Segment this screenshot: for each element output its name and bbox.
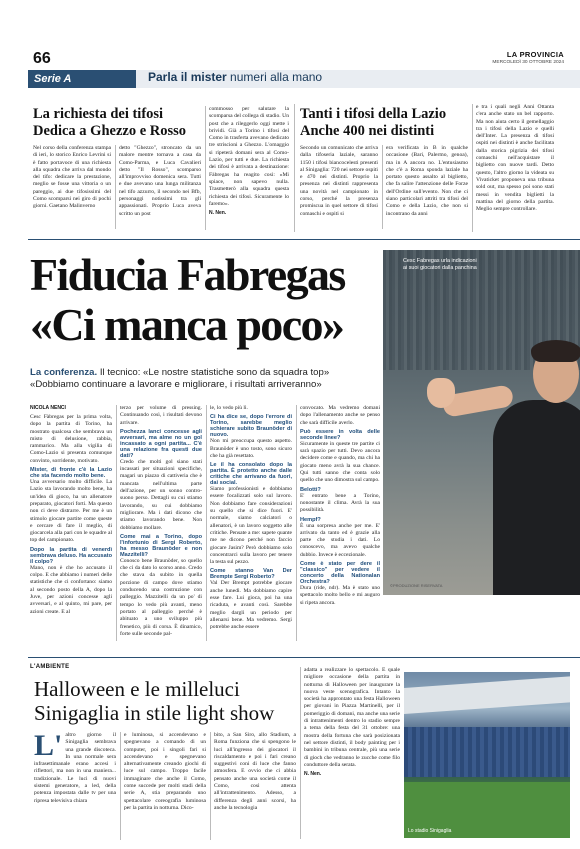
fabregas-photo — [383, 250, 580, 595]
title-line: Tanti i tifosi della Lazio — [300, 106, 447, 122]
halloween-col1 — [34, 729, 116, 805]
column-divider — [210, 732, 211, 840]
brand-name: LA PROVINCIA — [506, 50, 564, 59]
article-text: adatta a realizzare lo spettacolo. E quale migliore occasione della partita in notturna di Halloween per inaugurare la nuova veste scenografica. Intanto la società ha approntato una festa Halloween per giovani in Piazza Martinelli, per il pomeriggio di domani, ma anche una serie di intrattenimenti dentro lo stadio sempre a tema della festa del 31 ottobre: una mostra della fortuna che sarà posizionata nel settore distinti, il body painting per i bambini in tribuna centrale, più una serie di gioch che vedranno le zucche come filo conduttore della serata. — [304, 667, 400, 768]
interview-col3 — [210, 405, 292, 632]
photo-person-body — [493, 400, 580, 595]
interview-answer: Sicuramente in queste tre partite ci sarà spazio per tutti. Devo ancora decidere come e quando, ma chi ha giocato meno avrà la sua chance. Qui tutti sanno che conta solo quello che uno dimostra sul campo. — [300, 440, 380, 484]
interview-answer: Dura (ride, ndr). Ma è stato uno spettacolo molto bello e mi auguro si ripeta ancora. — [300, 585, 380, 606]
deck-line: Il tecnico: «Le nostre statistiche sono da squadra top» — [97, 367, 330, 378]
stadium-stands — [404, 727, 570, 777]
issue-date: MERCOLEDÌ 30 OTTOBRE 2024 — [492, 60, 564, 65]
title-line: Dedica a Ghezzo e Rosso — [33, 123, 187, 139]
interview-answer: Una avversario molto difficile. La Lazio sta lavorando molto bene, ha un'idea di gioco, ha un allenatore preparato, giocatori forti. Ma questo non ci deve distrarre. Per me è un stimolo giocare partite come queste e cercare di fare il meglio, di giocarcela alla pari con le squadre al top del campionato. — [30, 479, 112, 544]
column-divider — [296, 405, 297, 641]
section-rule — [28, 657, 580, 658]
column-divider — [205, 106, 206, 230]
interview-question: Hempf? — [300, 516, 321, 523]
interview-question: Come mai a Torino, dopo l'infortunio di Sergi Roberto, ha messo Braunöder e non Mazzitelli? — [120, 533, 202, 558]
article-text: commosso per salutare la scomparsa del collega di stadio. Un post che a rileggerlo oggi mette i brividi. Già a Torino i tifosi del Como in trasferta avevano dedicato tre striscioni a Ghezzo. L'omaggio si ripeterà domani sera al Como-Lazio, per tutti e due. La richiesta dei tifosi è arrivata a destinazione: Fàbregas ha reagito così: «Mi spiace, non sapevo nulla. Trasmetterò alla squadra questa richiesta dei tifosi. Sicuramente lo faremo». — [209, 106, 289, 207]
article-lazio-fans-col2: era verificata in B in qualche occasione (Bari, Palermo, genoa), ma in A ancora no. L'entusiasmo che c'è a Roma sponda laziale ha portato questo assalto al biglietto, che fa salire l'attenzione delle Forze dell'Ordine sull'evento. Non che ci siano particolari attriti tra tifosi del Como e della Lazio, che non si incontrano da anni — [386, 145, 468, 217]
byline: NICOLA NENCI — [30, 405, 66, 411]
interview-answer: Cesc Fàbregas per la prima volta, dopo la partita di Torino, ha mostrato qualcosa che sembrava un misto di delusione, rabbia, rammarico. Ma alla vigilia di Como-Lazio si presenta comunque convinto, sorridente, motivato. — [30, 414, 112, 464]
byline: N. Nen. — [209, 210, 227, 217]
interview-answer: È una sorpresa anche per me. E' arrivato da tanto ed è grazie alla parte che studia i dati. Lo conoscevo, ma avevo qualche dubbio. Invece è eccezionale. — [300, 522, 380, 558]
page-number: 66 — [33, 50, 51, 67]
main-headline-line1: Fiducia Fabregas — [30, 249, 345, 300]
interview-answer: convocato. Ma vedremo domani dopo l'allenamento anche se penso che sarà difficile averlo. — [300, 405, 380, 426]
section-title — [148, 70, 322, 84]
interview-answer: Credo che molti gol siano stati incassati per situazioni specifiche, magari un piazzo di cattiveria che è mancata nell'ultima parte dell'azione, per un sonno contro-suono perso. Dettagli su cui stiamo lavorando, su cui dobbiamo migliorare. Ma i dati dicono che stiamo lavorando bene. Non dobbiamo mollare. — [120, 458, 202, 531]
interview-question: Pochezza lanci concesse agli avversari, ma alme no un gol incassato a ogni partita... C'è una relazione fra questi due dati? — [120, 428, 202, 459]
interview-question: Belotti? — [300, 486, 321, 493]
stadium-photo — [404, 672, 570, 838]
title-line: Sinigaglia in stile light show — [34, 701, 275, 725]
interview-answer: Conosco bene Braunöder, so quello che ci da dato lo scorso anno. Credo che stava da subito in quella porzione di campo dove stiamo conducendo una costruzione con palleggio. Mazzitelli da un po' di tempo lo vedo più avanti, meno portato al palleggio perché è abituato a uno sviluppo più frenetico, più di corsa. È dinamico, forte sulle seconde pal- — [120, 557, 202, 637]
article-fans-request-col1: Nel corso della conferenza stampa di ieri, lo storico Enrico Levrini si è fatto portavoce di una richiesta alla squadra che arriva dal mondo del tifo: dedicare la prestazione, meglio se fosse una vittoria o un pareggio, ai due tifosissimi del Como scomparsi nei giro di pochi giorni. Gaetano Malinverno — [33, 145, 111, 210]
interview-answer: Mano, non è che ho accusato il colpo. E che abbiamo i numeri delle statistiche che ci confortano: siamo al secondo posto della A, dopo la Juve, per azioni concesse agli avversari, e al quinto, mi pare, per azioni create. E al — [30, 564, 112, 615]
interview-answer: Siamo professionisti e dobbiamo essere focalizzati solo sul lavoro. Non dobbiamo fare considerazioni su quello che si dice fuori. E' normale, siamo calciatori o allenatori, è un lavoro soggetto alle critiche. Pensate a me: sapete quante me ne dicono perché non faccio giocare Jasim? Però dobbiamo solo concentrarci sulla lavoro per tenere la testa sul pezzo. — [210, 486, 293, 566]
section-title-light: numeri alla mano — [226, 70, 323, 84]
interview-answer: E' entrato bene a Torino, nonostante il clima. Avrà la sua possibilità. — [300, 492, 380, 514]
article-fans-request-col3 — [209, 106, 289, 216]
title-line: La richiesta dei tifosi — [33, 106, 164, 122]
photo-person-hand — [427, 378, 455, 408]
article-text: altro giorno il Sinigaglia sembrava una grande discoteca. In una normale sera infrasettimanale erano accesi i riflettori, ma non in una maniera... tradizionale. Le luci di nuovi sistemi generatore, a led, della potenza impostata dalle tv per una ripresa televisiva chiara — [34, 732, 116, 804]
photo-person-hair — [531, 340, 580, 362]
column-divider — [472, 104, 473, 232]
main-headline-line2: «Ci manca poco» — [30, 299, 344, 350]
title-line: Anche 400 nei distinti — [300, 123, 435, 139]
caption-line: Cesc Fabregas urla indicazioni — [403, 258, 477, 264]
column-divider — [116, 405, 117, 641]
interview-answer: terzo per volume di pressing. Continuando così, i risultati devono arrivare. — [120, 405, 202, 426]
photo-caption — [403, 258, 477, 272]
column-divider — [382, 145, 383, 229]
deck-kicker: La conferenza. — [30, 367, 98, 378]
interview-col4 — [300, 405, 380, 607]
ambiente-label: L'AMBIENTE — [30, 664, 70, 670]
title-line: Halloween e le milleluci — [34, 677, 240, 701]
interview-question: Mister, di fronte c'è la Lazio che sta facendo molto bene. — [30, 467, 112, 480]
article-fans-request-title — [33, 106, 233, 140]
section-rule — [28, 239, 580, 240]
caption-line: ai suoi giocatori dalla panchina — [403, 265, 477, 271]
interview-question: Può essere in volta delle seconde linee? — [300, 428, 380, 441]
halloween-col4 — [304, 667, 400, 777]
interview-answer: le, lo vedo più lì. — [210, 405, 248, 411]
article-lazio-fans-col1: Secondo un comunicato che arriva dalla tifoseria laziale, saranno 1150 i tifosi biancocelesti presenti al Sinigaglia: 720 nei settore ospiti e 470 nei distinti. Proprio la presenza nei distinti rappresenta una novità nel campionato in corso, perché la presenza promiscua in quel settore di tifosi comaschi e ospiti si — [300, 145, 378, 217]
halloween-title — [34, 677, 274, 725]
top-margin — [0, 0, 580, 44]
article-fans-request-col2: detto "Ghezzo", stroncato da un malore mentre tornava a casa da Como-Parma, e Luca Cavalieri detto "Il Rosso", scomparso all'improvviso domenica sera. Tutti e due avevano una lunga militanza nel tifo azzurro, il secondo nei Bfb, personaggi notissimi tra gli appassionati. Proprio Luca aveva scritto un post — [119, 145, 201, 217]
column-divider — [300, 667, 301, 839]
section-bar — [28, 70, 580, 88]
interview-answer: Non mi preoccupa questo aspetto. Braunöder è uno tosto, sono sicuro che ha già resettato. — [210, 438, 292, 459]
halloween-col3: bito, a San Siro, allo Stadium, a Roma funziona che si spengono le luci all'ingresso dei giocatori il riscaldamento e poi i fari creano suggestivi coni di luce che fanno atmosfera. E ovvio che ci abbia pensato anche una società come il Como, così attenta all'intrattenimento. Adesso, a differenza degli anni scorsi, ha anche la tecnologia — [214, 732, 296, 811]
interview-question: Le il ha consolato dopo la partita. È protetto anche dalle critiche che arrivano da fuori, dai social. — [210, 462, 292, 487]
masthead — [492, 50, 564, 65]
interview-answer: Val Der Brempt potrebbe giocare anche lunedì. Ma dobbiamo capire esse fare. Lui gioca, poi ha una ricaduta, e avanti così. Sarebbe meglio darglì un periodo per allenarsi bene. Ma vedremo. Sergi potrebbe anche essere — [210, 580, 292, 631]
column-divider — [206, 405, 207, 641]
interview-col2 — [120, 405, 202, 638]
column-divider — [120, 732, 121, 840]
interview-question: Dopo la partita di venerdì sembrava deluso. Ha accusato il colpo? — [30, 546, 112, 565]
dropcap: L' — [34, 729, 63, 762]
interview-question: Ci ha dice se, dopo l'errore di Torino, sarebbe meglio schierare subito Braunöder di nuovo. — [210, 414, 292, 439]
interview-col1 — [30, 405, 112, 616]
article-lazio-fans-title — [300, 106, 500, 140]
stadium-roof — [404, 675, 570, 714]
byline: N. Nen. — [304, 771, 322, 778]
column-divider — [115, 145, 116, 229]
interview-question: Come è stato per dere il "classico" per vedere il concerto della Nationalan Orchestra? — [300, 561, 380, 586]
halloween-col2: e luminosa, si accendevano e spegnevano a comando di un computer, poi i singoli fari si accendevano e spegnevano alternativamente creando giochi di luce sul campo. Troppo facile immaginare che anche il Como, come succede per molti stadi della serie A, stia preparando uno spettacolare coreografia luminosa per la partita in notturna. Dico- — [124, 732, 206, 811]
article-lazio-fans-col3: e tra i quali negli Anni Ottanta c'era anche stato un bel rapporto. Ma non aiuta certo il gemellaggio tra i tifosi della Lazio e quelli dell'Inter. La presenza di tifosi ospiti nei distinti è anche facilitata dalla storica pigrizia dei tifosi comaschi nell'acquistare il biglietto con nuove tardi. Detto questo, l'altro giorno la videata su Vivaticket proponeva una tribuna sold out, ma spesso poi sono stati messi in vendita biglietti la mattina del giorno della partita. Meglio sempre controllare. — [476, 104, 554, 213]
photo-credit: ©PRODUZIONE RISERVATA — [390, 583, 443, 588]
column-divider — [294, 104, 295, 232]
interview-question: Come stanno Van Der Brempte Sergi Roberto? — [210, 568, 292, 581]
stadium-photo-caption: Lo stadio Sinigaglia — [408, 828, 452, 834]
section-title-bold: Parla il mister — [148, 70, 227, 84]
section-tag: Serie A — [28, 70, 136, 88]
deck-line: «Dobbiamo continuare a lavorare e migliorare, i risultati arriveranno» — [30, 379, 322, 391]
